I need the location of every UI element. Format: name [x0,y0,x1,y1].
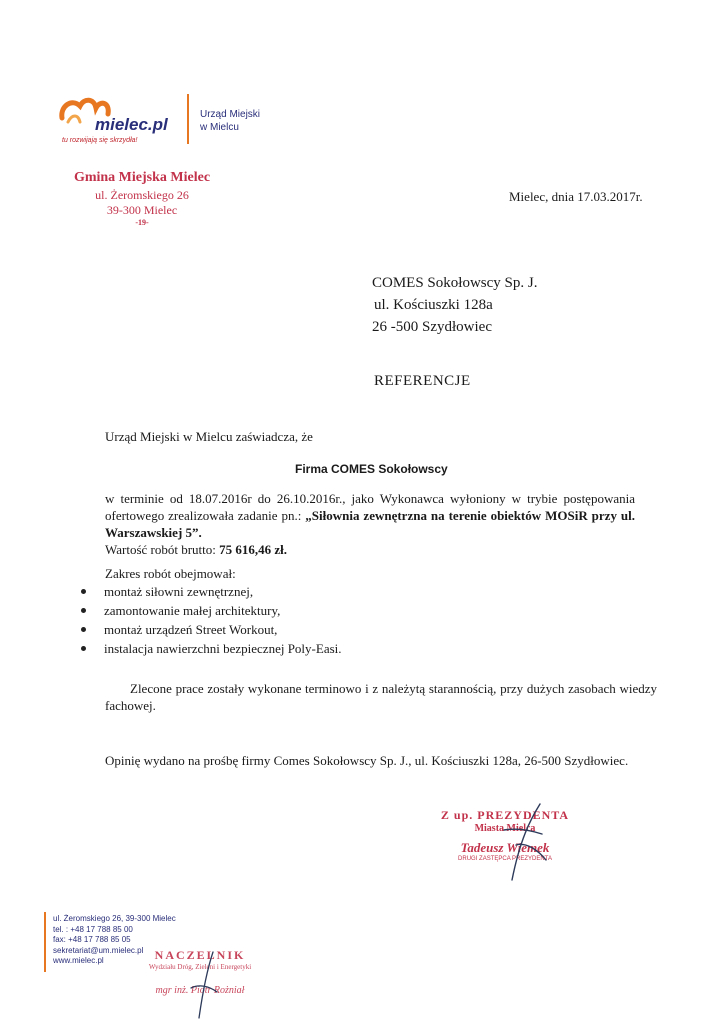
task-name: „Siłownia zewnętrzna na terenie obiektów MOSiR przy ul. Warszawskiej 5”. [105,508,635,540]
bullet-icon [81,589,86,594]
paragraph-quality: Zlecone prace zostały wykonane terminowo i z należytą starannością, przy dużych zasobach wiedzy fachowej. [105,681,657,713]
paragraph-term [105,490,635,558]
stamp2-line-2: Wydziału Dróg, Zieleni i Energetyki [148,963,252,971]
office-line-1: Urząd Miejski [200,109,261,120]
bullet-icon [81,627,86,632]
paragraph-request: Opinię wydano na prośbę firmy Comes Sokołowscy Sp. J., ul. Kościuszki 128a, 26-500 Szydłowiec. [105,753,629,768]
stamp-line-2: ul. Żeromskiego 26 [95,188,189,202]
logo-tagline: tu rozwijają się skrzydła! [62,137,138,144]
office-name [200,108,260,134]
stamp-line-3: 39-300 Mielec [106,203,178,217]
bullet-icon [81,646,86,651]
stamp-line-1: Gmina Miejska Mielec [73,170,211,185]
stamp-line-4: -19- [135,218,149,227]
contract-value: 75 616,46 zł. [219,542,288,557]
footer-email: sekretariat@um.mielec.pl [53,945,144,955]
handwritten-signature [490,800,560,885]
footer-address: ul. Żeromskiego 26, 39-300 Mielec [53,914,176,923]
list-item [81,582,342,601]
recipient-address [372,272,537,338]
stamp2-line-1: NACZELNIK [154,948,246,962]
signature-line-4: DRUGI ZASTĘPCA PREZYDENTA [458,856,552,862]
scope-list [81,582,342,658]
handwritten-signature-2 [185,950,225,1020]
footer-phone: tel. : +48 17 788 85 00 [53,924,133,934]
footer-divider [44,912,46,972]
header-divider [187,94,189,144]
list-item [81,620,342,639]
office-line-2: w Mielcu [200,122,239,133]
scope-item-3: montaż urządzeń Street Workout, [104,622,278,637]
recipient-line-3: 26 -500 Szydłowiec [372,319,492,335]
list-item [81,601,342,620]
signature-line-3: Tadeusz Wiemek [460,840,550,855]
company-name: Firma COMES Sokołowscy [295,462,448,476]
list-item [81,639,342,658]
signature-line-1: Z up. PREZYDENTA [440,808,570,822]
recipient-line-2: ul. Kościuszki 128a [374,297,493,313]
municipality-stamp [62,170,222,227]
value-label: Wartość robót brutto: [105,542,220,557]
letter-date: Mielec, dnia 17.03.2017r. [509,189,643,204]
document-title: REFERENCJE [374,373,471,389]
footer-fax: fax: +48 17 788 85 05 [53,935,131,944]
scope-item-4: instalacja nawierzchni bezpiecznej Poly-Easi. [104,641,342,656]
scope-item-2: zamontowanie małej architektury, [104,603,281,618]
stamp2-line-3: mgr inż. Piotr Rożniał [155,985,245,996]
bullet-icon [81,608,86,613]
paragraph-term-text: w terminie od 18.07.2016r do 26.10.2016r., jako Wykonawca wyłoniony w trybie postępowania ofertowego zrealizowała zadanie pn.: [105,491,635,523]
footer-website: www.mielec.pl [53,956,104,965]
logo-text: mielec.pl [95,115,168,134]
scope-intro: Zakres robót obejmował: [105,566,236,581]
intro-text: Urząd Miejski w Mielcu zaświadcza, że [105,429,313,444]
signature-line-2: Miasta Mielca [474,823,536,834]
scope-item-1: montaż siłowni zewnętrznej, [104,584,254,599]
recipient-line-1: COMES Sokołowscy Sp. J. [372,275,538,291]
